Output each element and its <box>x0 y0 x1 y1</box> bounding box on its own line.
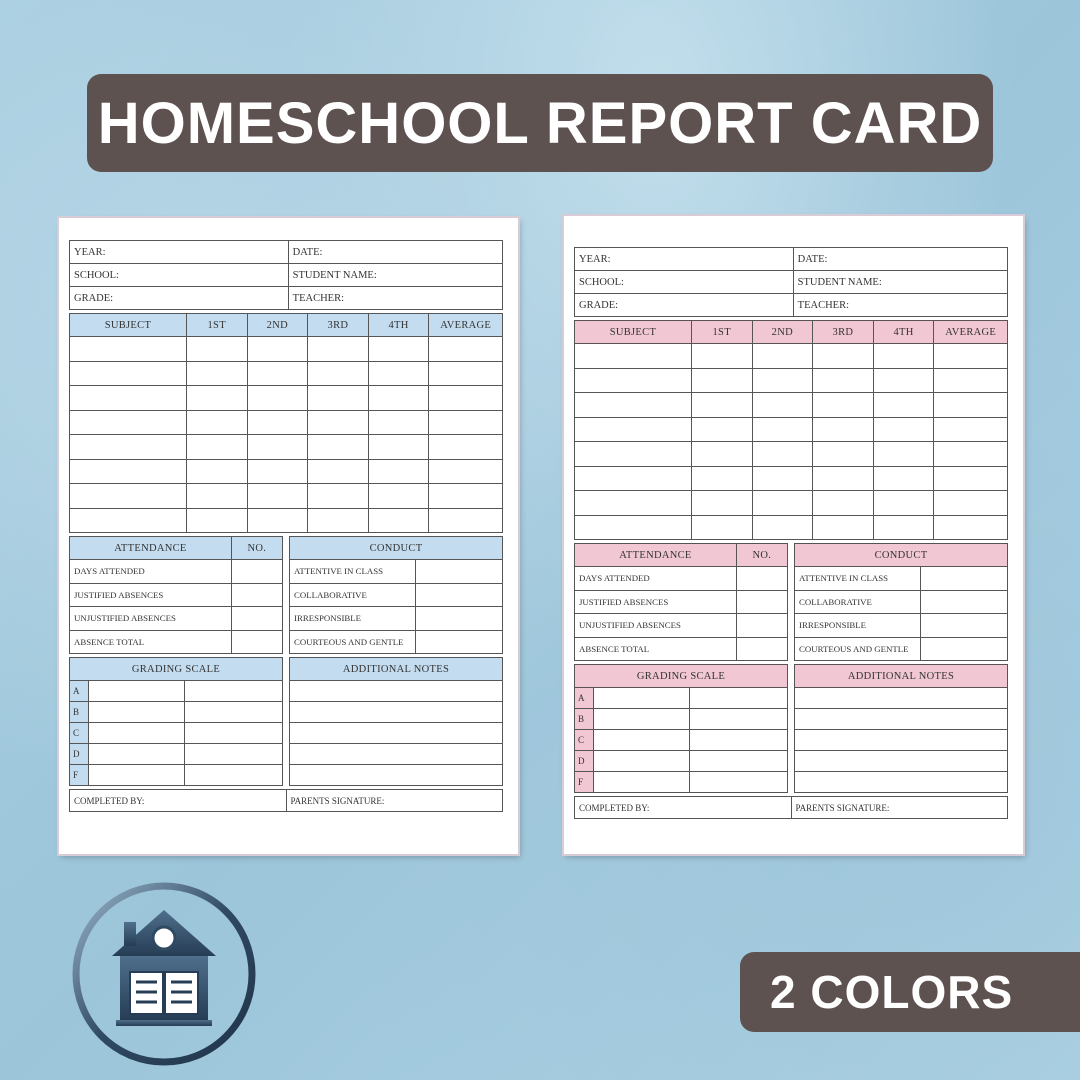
colors-badge <box>740 952 1080 1032</box>
conduct-row: COLLABORATIVE <box>795 590 921 614</box>
school-field: SCHOOL: <box>575 271 794 294</box>
grading-scale-header: GRADING SCALE <box>70 658 283 681</box>
school-field: SCHOOL: <box>70 264 289 287</box>
table-row <box>70 361 503 386</box>
notes-table <box>794 664 1008 793</box>
grades-header: AVERAGE <box>429 314 503 337</box>
conduct-table <box>794 543 1008 661</box>
grade-letter: A <box>70 681 89 702</box>
conduct-row: COURTEOUS AND GENTLE <box>795 637 921 661</box>
grading-scale-header: GRADING SCALE <box>575 665 788 688</box>
grade-letter: D <box>575 751 594 772</box>
completed-by-field: COMPLETED BY: <box>575 797 792 819</box>
info-table <box>69 240 503 310</box>
table-row <box>575 466 1008 491</box>
conduct-row: COURTEOUS AND GENTLE <box>290 630 416 654</box>
notes-header: ADDITIONAL NOTES <box>290 658 503 681</box>
report-card-pink <box>564 216 1023 854</box>
attendance-row: JUSTIFIED ABSENCES <box>70 583 232 607</box>
teacher-field: TEACHER: <box>793 294 1007 317</box>
conduct-row: IRRESPONSIBLE <box>795 614 921 638</box>
teacher-field: TEACHER: <box>288 287 502 310</box>
table-row <box>70 435 503 460</box>
table-row <box>70 410 503 435</box>
conduct-header: CONDUCT <box>290 537 503 560</box>
conduct-row: COLLABORATIVE <box>290 583 416 607</box>
grade-field: GRADE: <box>70 287 289 310</box>
conduct-row: ATTENTIVE IN CLASS <box>290 560 416 584</box>
table-row <box>575 442 1008 467</box>
conduct-header: CONDUCT <box>795 544 1008 567</box>
grades-header: 3RD <box>813 321 874 344</box>
conduct-row: IRRESPONSIBLE <box>290 607 416 631</box>
date-field: DATE: <box>288 241 502 264</box>
grade-letter: C <box>70 723 89 744</box>
attendance-table <box>69 536 283 654</box>
grade-letter: F <box>575 772 594 793</box>
grades-table <box>69 313 503 533</box>
grades-header: 3RD <box>308 314 369 337</box>
page-title: HOMESCHOOL REPORT CARD <box>97 90 983 156</box>
table-row <box>575 515 1008 540</box>
attendance-header: ATTENDANCE <box>70 537 232 560</box>
conduct-row: ATTENTIVE IN CLASS <box>795 567 921 591</box>
grades-header: 4TH <box>873 321 934 344</box>
table-row <box>575 393 1008 418</box>
year-field: YEAR: <box>70 241 289 264</box>
attendance-row: ABSENCE TOTAL <box>575 637 737 661</box>
grade-letter: B <box>575 709 594 730</box>
grades-header: 1ST <box>186 314 247 337</box>
grades-table <box>574 320 1008 540</box>
report-card-blue <box>59 218 518 854</box>
attendance-row: JUSTIFIED ABSENCES <box>575 590 737 614</box>
grade-letter: A <box>575 688 594 709</box>
grades-header: SUBJECT <box>575 321 692 344</box>
attendance-row: UNJUSTIFIED ABSENCES <box>70 607 232 631</box>
table-row <box>70 386 503 411</box>
info-table <box>574 247 1008 317</box>
completed-by-field: COMPLETED BY: <box>70 790 287 812</box>
date-field: DATE: <box>793 248 1007 271</box>
title-banner <box>87 74 993 172</box>
parents-signature-field: PARENTS SIGNATURE: <box>286 790 503 812</box>
grades-header: 1ST <box>691 321 752 344</box>
signature-table <box>69 789 503 812</box>
grading-scale-table <box>69 657 283 786</box>
attendance-row: ABSENCE TOTAL <box>70 630 232 654</box>
table-row <box>575 491 1008 516</box>
table-row <box>70 484 503 509</box>
grade-letter: D <box>70 744 89 765</box>
grade-letter: F <box>70 765 89 786</box>
grade-field: GRADE: <box>575 294 794 317</box>
no-header: NO. <box>736 544 787 567</box>
student-name-field: STUDENT NAME: <box>288 264 502 287</box>
attendance-row: DAYS ATTENDED <box>70 560 232 584</box>
grades-header: 4TH <box>368 314 429 337</box>
table-row <box>575 344 1008 369</box>
colors-badge-label: 2 COLORS <box>770 966 1014 1018</box>
attendance-header: ATTENDANCE <box>575 544 737 567</box>
student-name-field: STUDENT NAME: <box>793 271 1007 294</box>
grades-header: SUBJECT <box>70 314 187 337</box>
table-row <box>70 508 503 533</box>
table-row <box>575 368 1008 393</box>
attendance-table <box>574 543 788 661</box>
parents-signature-field: PARENTS SIGNATURE: <box>791 797 1008 819</box>
table-row <box>70 337 503 362</box>
table-row <box>575 417 1008 442</box>
grading-scale-table <box>574 664 788 793</box>
attendance-row: UNJUSTIFIED ABSENCES <box>575 614 737 638</box>
grades-header: 2ND <box>752 321 813 344</box>
attendance-row: DAYS ATTENDED <box>575 567 737 591</box>
house-book-icon <box>66 876 262 1072</box>
signature-table <box>574 796 1008 819</box>
table-row <box>70 459 503 484</box>
grades-header: 2ND <box>247 314 308 337</box>
grade-letter: C <box>575 730 594 751</box>
no-header: NO. <box>231 537 282 560</box>
year-field: YEAR: <box>575 248 794 271</box>
conduct-table <box>289 536 503 654</box>
grades-header: AVERAGE <box>934 321 1008 344</box>
notes-table <box>289 657 503 786</box>
notes-header: ADDITIONAL NOTES <box>795 665 1008 688</box>
grade-letter: B <box>70 702 89 723</box>
